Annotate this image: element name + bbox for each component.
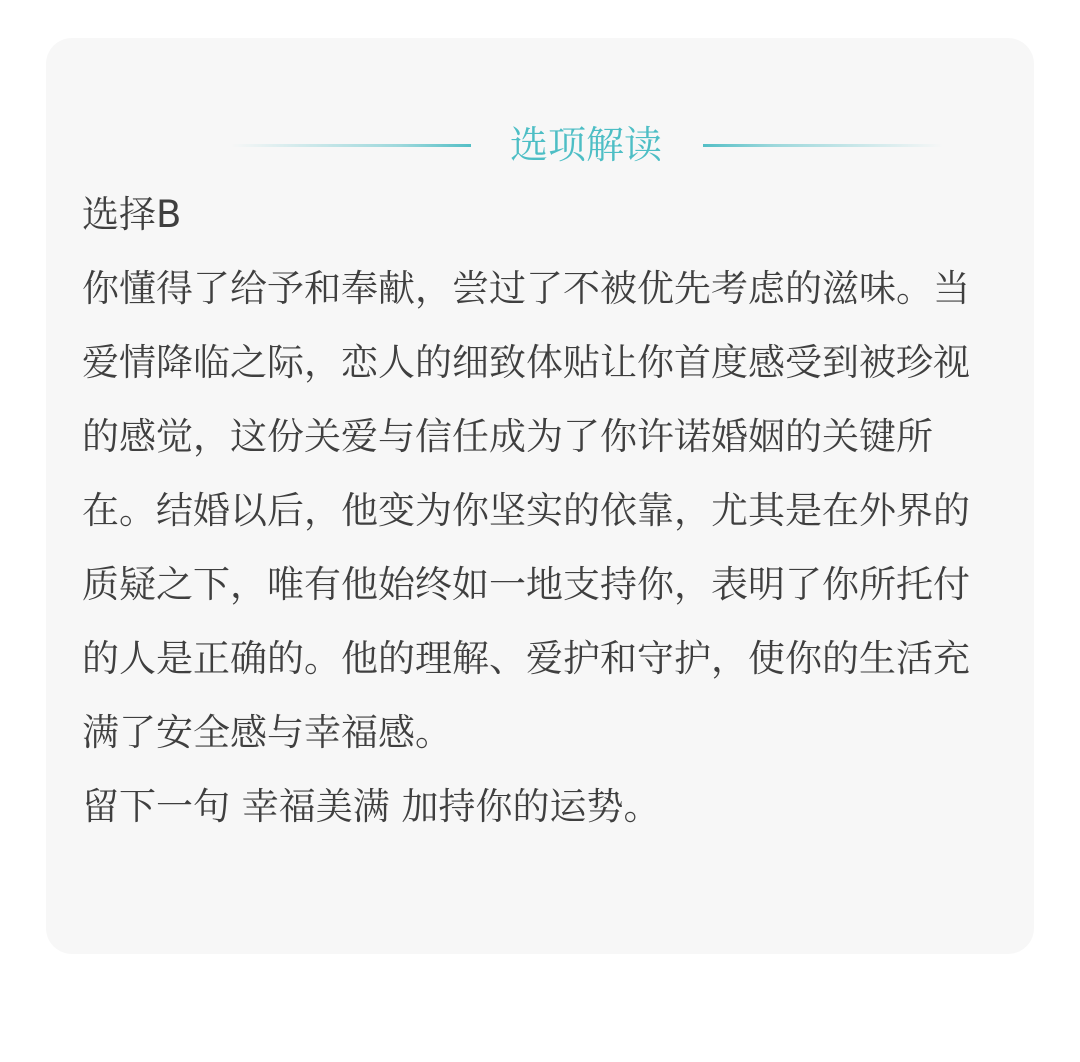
header-divider-left (231, 144, 471, 147)
choice-label: 选择B (82, 193, 182, 236)
interpretation-content (82, 178, 997, 844)
closing-line: 留下一句 幸福美满 加持你的运势。 (82, 785, 661, 828)
section-title: 选项解读 (509, 123, 662, 167)
interpretation-body: 你懂得了给予和奉献，尝过了不被优先考虑的滋味。当爱情降临之际，恋人的细致体贴让你首度感受到被珍视的感觉，这份关爱与信任成为了你许诺婚姻的关键所在。结婚以后，他变为你坚实的依靠，尤其是在外界的质疑之下，唯有他始终如一地支持你，表明了你所托付的人是正确的。他的理解、爱护和守护，使你的生活充满了安全感与幸福感。 (82, 267, 970, 754)
header-divider-right (703, 144, 943, 147)
section-header (46, 120, 1034, 170)
